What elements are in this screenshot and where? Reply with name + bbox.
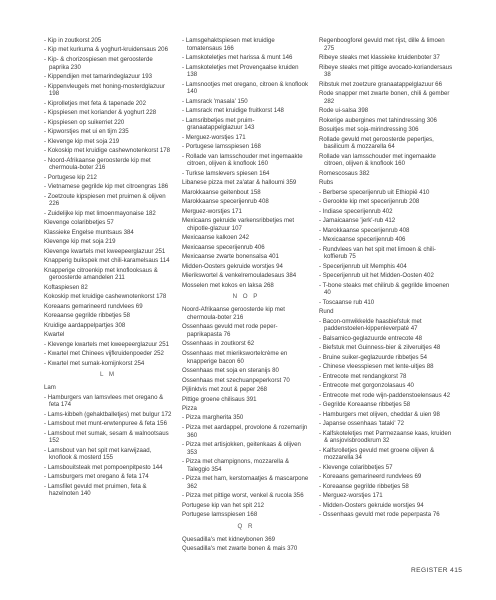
index-subentry: - Lamsbout met munt-erwtenpuree & feta 156: [44, 420, 167, 428]
index-subentry: - Pizza margherita 350: [182, 414, 244, 422]
index-entry: Ribstuk met zoetzure granaatappelglazuur 66: [319, 80, 442, 88]
index-entry: Koreaanse gegrilde ribbetjes 58: [44, 312, 131, 320]
index-entry: Rode snapper met zwarte bonen, chili & gember 282: [319, 90, 450, 105]
index-entry: Pizza: [182, 404, 197, 412]
index-entry: Koftaspiesen 82: [44, 283, 88, 291]
index-entry: Mexicaans gekruide varkensribbetjes met chipotle-glazuur 107: [182, 217, 295, 232]
index-subentry: - Klevenge kip met soja 219: [44, 137, 120, 145]
index-entry: Rollade van lamsschouder met ingemaakte citroen, olijven & knoflook 160: [319, 152, 436, 168]
index-subentry: - Specerijenrub uit Memphis 404: [319, 262, 407, 270]
index-subentry: - Lamsnootjes met oregano, citroen & knoflook 140: [182, 80, 309, 96]
index-entry: Koreaans gemarineerd rundvlees 69: [44, 302, 143, 310]
index-subentry: - Klevenge colaribbetjes 57: [319, 463, 393, 471]
index-entry: Merguez-worstjes 171: [182, 207, 242, 215]
index-subentry: - Pizza met artisjokken, geitenkaas & olijven 353: [182, 441, 301, 456]
index-subentry: - Entrecote met rendangkorst 78: [319, 372, 407, 380]
index-subentry: - Jamaicaanse 'jerk'-rub 412: [319, 217, 396, 225]
index-subentry: - Pizza met ham, kerstomaatjes & mascarpone 362: [182, 475, 309, 490]
index-column-1: [44, 37, 172, 500]
index-subentry: - Zuidelijke kip met limoenmayonaise 182: [44, 209, 156, 217]
index-subentry: - Japanse ossenhaas 'tataki' 72: [319, 420, 404, 428]
letter-heading: L M: [99, 371, 117, 379]
index-entry: Pittige groene chilisaus 391: [182, 395, 257, 403]
index-entry: Pijlinktvis met zout & peper 268: [182, 386, 268, 394]
index-subentry: - Balsamico-geglazuurde entrecote 48: [319, 334, 422, 342]
index-entry: Quesadilla's met zwarte bonen & mais 370: [182, 545, 298, 553]
index-entry: Knapperige citroenkip met knoflooksaus & geroosterde amandelen 211: [44, 266, 158, 282]
index-entry: Klevenge colaribbetjes 57: [44, 219, 114, 227]
index-entry: Rode ui-salsa 398: [319, 107, 369, 115]
index-subentry: - Bruine suiker-geglazuurde ribbetjes 54: [319, 353, 428, 361]
index-entry: Quesadilla's met kidneybonen 369: [182, 535, 275, 543]
index-subentry: - Kipworstjes met ui en tijm 235: [44, 128, 129, 136]
index-entry: Knapperig buikspek met chili-karamelsaus 114: [44, 257, 170, 265]
index-subentry: - Koreaans gemarineerd rundvlees 69: [319, 473, 422, 481]
index-subentry: - Toscaanse rub 410: [319, 298, 375, 306]
index-subentry: - Ossenhaas gevuld met rode peperpasta 76: [319, 511, 440, 519]
index-subentry: - Entrecote met gorgonzolasaus 40: [319, 382, 414, 390]
index-entry: Rubs: [319, 179, 334, 187]
index-entry: Mexicaanse kalkoen 242: [182, 234, 250, 242]
index-subentry: - Portugese kip 212: [44, 173, 97, 181]
index-subentry: - Hamburgers van lamsvlees met oregano & feta 174: [44, 393, 164, 409]
index-subentry: - Pizza met pittige worst, venkel & rucola 356: [182, 492, 304, 500]
index-subentry: - Kalfskoteletjes met Parmezaanse kaas, kruiden & ansjovisbroodkrum 32: [319, 429, 452, 445]
index-subentry: - Kiprolletjes met feta & tapenade 202: [44, 99, 146, 107]
index-entry: Klevenge kip met soja 219: [44, 238, 116, 246]
letter-heading: Q R: [237, 522, 255, 530]
index-subentry: - Lamsbouitsteak met pompoenpitpesto 144: [44, 463, 163, 471]
index-entry: Kwartel: [44, 331, 65, 339]
index-entry: Midden-Oosters gekruide worstjes 94: [182, 262, 283, 270]
index-entry: Lam: [44, 384, 56, 392]
index-subentry: - Rundvlees van het spit met limoen & chili-koffierub 75: [319, 245, 436, 261]
index-subentry: - Kip- & chorizospiesen met geroosterde paprika 230: [44, 55, 153, 71]
index-column-3: [319, 37, 453, 521]
index-subentry: - Koreaanse gegrilde ribbetjes 58: [319, 482, 409, 490]
index-entry: Mosselen met kokos en laksa 268: [182, 281, 274, 289]
index-entry: Ossenhaas gevuld met rode peper-paprikapasta 76: [182, 323, 278, 338]
index-subentry: - Chinese vleesspiesen met lente-uitjes 88: [319, 363, 434, 371]
index-subentry: - Lamsfilet gevuld met pruimen, feta & hazelnoten 140: [44, 482, 147, 498]
index-entry: Regenboogforel gevuld met rijst, dille & limoen 275: [319, 37, 445, 52]
index-subentry: - Kippenvleugels met honing-mosterdglazuur 198: [44, 82, 165, 98]
index-entry: Kruidige aardappelpartjes 308: [44, 321, 126, 329]
index-entry: Rokerige aubergines met tahindressing 306: [319, 116, 437, 124]
index-subentry: - Kippendijen met tamarindeglazuur 193: [44, 73, 153, 81]
index-subentry: - Biefstuk met Guinness-bier & zilveruitjes 48: [319, 344, 441, 352]
index-entry: Kokoskip met kruidige cashewnotenkorst 178: [44, 293, 167, 301]
index-entry: Ossenhaas met szechuanpeperkorst 70: [182, 376, 290, 384]
index-subentry: - Merguez-worstjes 171: [182, 133, 246, 141]
index-subentry: - Gerookte kip met specerijenrub 208: [319, 198, 420, 206]
index-entry: Mexicaanse zwarte bonensalsa 401: [182, 253, 279, 261]
index-subentry: - Noord-Afrikaanse geroosterde kip met chermoula-boter 216: [44, 156, 151, 172]
index-entry: Libanese pizza met za'atar & halloumi 359: [182, 179, 297, 187]
index-subentry: - Klevenge kwartels met kweepeerglazuur 251: [44, 340, 169, 348]
letter-heading: N O P: [232, 293, 260, 301]
index-subentry: - Lamskoteletjes met harissa & munt 146: [182, 54, 293, 62]
index-entry: Ribeye steaks met klassieke kruidenboter 37: [319, 54, 440, 62]
index-subentry: - Lamsbout met sumak, sesam & walnootsaus 152: [44, 429, 169, 445]
index-entry: Marokkaanse specerijenrub 408: [182, 198, 269, 206]
index-subentry: - Kalfsrolletjes gevuld met groene olijven & mozzarella 34: [319, 446, 435, 462]
index-subentry: - Hamburgers met olijven, cheddar & uien 98: [319, 410, 440, 418]
index-subentry: - Lamsrack met kruidige fruitkorst 148: [182, 107, 284, 115]
index-subentry: - Mexicaanse specerijenrub 406: [319, 236, 406, 244]
index-entry: Mierikswortel & venkelremouladesaus 384: [182, 272, 297, 280]
index-subentry: - Lamskoteletjes met Provençaalse kruiden 138: [182, 63, 299, 79]
index-subentry: - Rollade van lamsschouder met ingemaakte citroen, olijven & knoflook 160: [182, 152, 303, 168]
index-entry: Marokkaanse geitenbout 158: [182, 188, 261, 196]
index-entry: Portugese kip van het spit 212: [182, 501, 264, 509]
index-subentry: - Kwartel met Chinees vijfkruidenpoeder 252: [44, 350, 164, 358]
index-subentry: - Kip in zoutkorst 205: [44, 37, 102, 44]
index-subentry: - Kokoskip met kruidige cashewnotenkorst 178: [44, 147, 171, 155]
index-subentry: - Berberse specerijenrub uit Ethiopië 410: [319, 188, 430, 196]
index-subentry: - Kipspiesen op suikerriet 220: [44, 118, 125, 126]
index-subentry: - T-bone steaks met chilirub & gegrilde limoenen 40: [319, 281, 450, 297]
index-entry: Noord-Afrikaanse geroosterde kip met chermoula-boter 216: [182, 306, 285, 321]
index-subentry: - Specerijenrub uit het Midden-Oosten 402: [319, 272, 434, 280]
index-entry: Ribeye steaks met pittige avocado-koriandersaus 38: [319, 63, 453, 79]
index-subentry: - Lamsribbetjes met pruim-granaatappelglazuur 143: [182, 116, 255, 132]
page-footer: REGISTER 415: [411, 567, 463, 574]
index-entry: Ossenhaas met soja en steranijs 80: [182, 367, 279, 375]
index-subentry: - Vietnamese gegrilde kip met citroengras 186: [44, 183, 169, 191]
index-subentry: - Kwartel met sumak-komijnkorst 254: [44, 359, 145, 367]
index-subentry: - Turkse lamslevers spiesen 164: [182, 169, 270, 177]
index-subentry: - Bacon-omwikkelde haasbiefstuk met paddenstoelen-kippenleverpaté 47: [319, 317, 422, 333]
index-subentry: - Portugese lamsspiesen 168: [182, 143, 261, 151]
index-entry: Klassieke Engelse muntsaus 384: [44, 228, 134, 236]
index-subentry: - Lams-kibbeh (gehaktballetjes) met bulgur 172: [44, 410, 172, 418]
index-entry: Ossenhaas met mierikswortelcrème en knapperige bacon 60: [182, 349, 288, 365]
index-entry: Mexicaanse specerijenrub 406: [182, 243, 265, 251]
index-subentry: - Lamsrack 'masala' 150: [182, 97, 248, 105]
index-entry: Rollade gevuld met geroosterde pepertjes, basilicum & mozzarella 64: [319, 135, 434, 151]
index-entry: Portugese lamsspiesen 168: [182, 511, 258, 519]
index-subentry: - Gegrilde Koreaanse ribbetjes 58: [319, 401, 411, 409]
index-subentry: - Midden-Oosters gekruide worstjes 94: [319, 501, 424, 509]
index-subentry: - Lamsburgers met oregano & feta 174: [44, 473, 149, 481]
index-subentry: - Kip met kurkuma & yoghurt-kruidensaus 206: [44, 46, 168, 54]
index-entry: Bosuitjes met soja-mirindressing 306: [319, 126, 419, 134]
index-column-2: [182, 37, 310, 555]
index-entry: Rund: [319, 308, 334, 316]
index-subentry: - Pizza met aardappel, provolone & rozemarijn 360: [182, 423, 308, 439]
index-subentry: - Lamsbout van het spit met karwijzaad, knoflook & mosterd 155: [44, 446, 152, 462]
index-subentry: - Kipspiesen met koriander & yoghurt 228: [44, 109, 157, 117]
index-entry: Romescosaus 382: [319, 169, 370, 177]
index-subentry: - Indiase specerijenrub 402: [319, 207, 393, 215]
index-subentry: - Zoetzoute kipspiesen met pruimen & olijven 226: [44, 192, 166, 208]
index-subentry: - Marokkaanse specerijenrub 408: [319, 226, 410, 234]
index-subentry: - Entrecote met rode wijn-paddenstoelensaus 42: [319, 391, 451, 399]
index-subentry: - Merguez-worstjes 171: [319, 492, 383, 500]
index-subentry: - Lamsgehaktspiesen met kruidige tomatensaus 166: [182, 37, 275, 52]
index-entry: Ossenhaas in zoutkorst 62: [182, 340, 255, 348]
index-subentry: - Pizza met champignons, mozzarella & Taleggio 354: [182, 458, 290, 473]
index-entry: Klevenge kwartels met kweepeerglazuur 251: [44, 247, 166, 255]
